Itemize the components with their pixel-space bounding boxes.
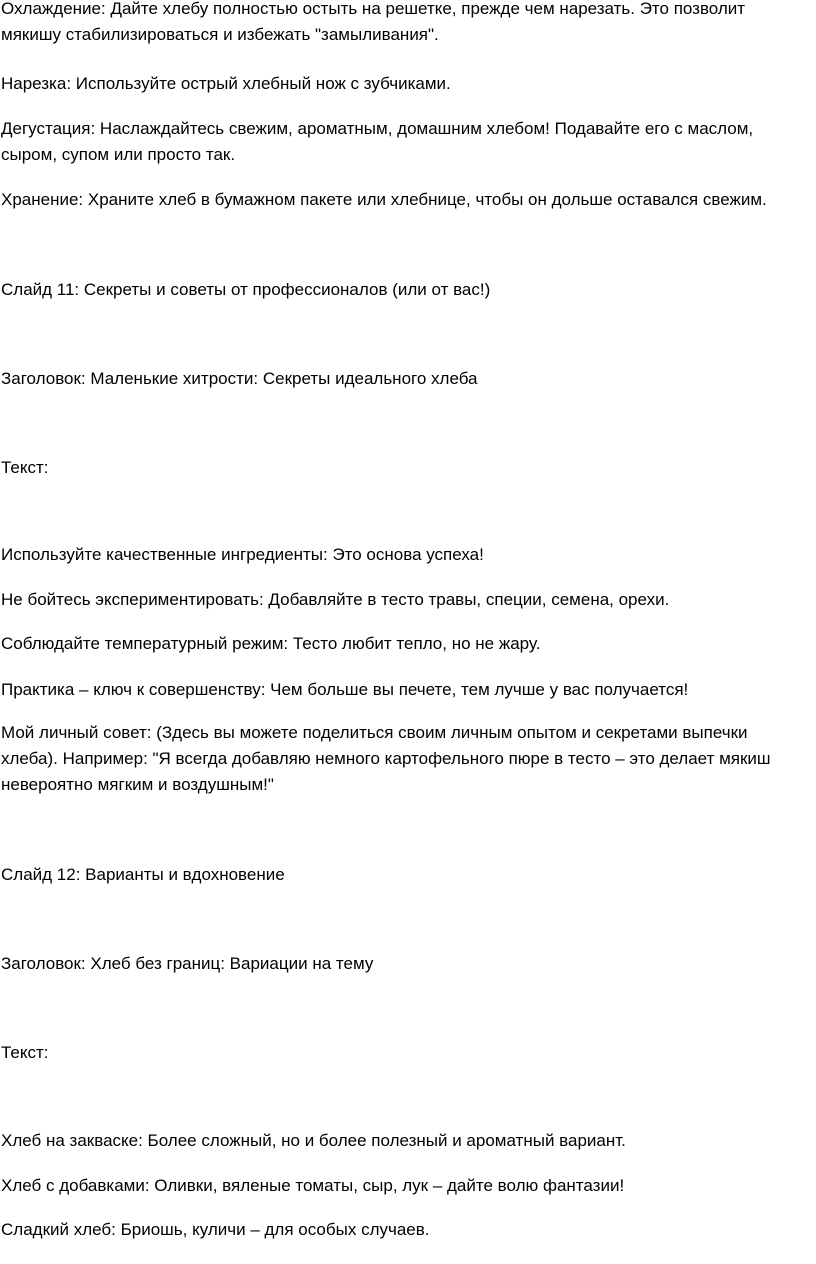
tip-temperature: Соблюдайте температурный режим: Тесто любит тепло, но не жару. [1, 634, 541, 653]
paragraph-tasting: Дегустация: Наслаждайтесь свежим, ароматным, домашним хлебом! Подавайте его с маслом, сыром, супом или просто так. [1, 119, 754, 164]
variant-sourdough: Хлеб на закваске: Более сложный, но и более полезный и ароматный вариант. [1, 1131, 626, 1150]
tip-experiment: Не бойтесь экспериментировать: Добавляйте в тесто травы, специи, семена, орехи. [1, 590, 670, 609]
slide-12-text-label: Текст: [1, 1043, 49, 1062]
variant-additives: Хлеб с добавками: Оливки, вяленые томаты, сыр, лук – дайте волю фантазии! [1, 1176, 625, 1195]
slide-11-heading: Заголовок: Маленькие хитрости: Секреты идеального хлеба [1, 369, 478, 388]
paragraph-storage: Хранение: Храните хлеб в бумажном пакете или хлебнице, чтобы он дольше оставался свежим. [1, 190, 767, 209]
slide-12-title: Слайд 12: Варианты и вдохновение [1, 865, 285, 884]
slide-11-text-label: Текст: [1, 458, 49, 477]
slide-12-heading: Заголовок: Хлеб без границ: Вариации на тему [1, 954, 374, 973]
tip-quality-ingredients: Используйте качественные ингредиенты: Это основа успеха! [1, 545, 484, 564]
tip-practice: Практика – ключ к совершенству: Чем больше вы печете, тем лучше у вас получается! [1, 680, 689, 699]
paragraph-cooling: Охлаждение: Дайте хлебу полностью остыть на решетке, прежде чем нарезать. Это позволит мякишу стабилизироваться и избежать "замыливания". [1, 0, 746, 44]
slide-11-title: Слайд 11: Секреты и советы от профессионалов (или от вас!) [1, 280, 491, 299]
paragraph-slicing: Нарезка: Используйте острый хлебный нож с зубчиками. [1, 74, 451, 93]
variant-sweet: Сладкий хлеб: Бриошь, куличи – для особых случаев. [1, 1220, 430, 1239]
tip-personal-advice: Мой личный совет: (Здесь вы можете поделиться своим личным опытом и секретами выпечки хлеба). Например: "Я всегда добавляю немного картофельного пюре в тесто – это делает мякиш невероятно мягким и воздушным!" [1, 723, 771, 794]
